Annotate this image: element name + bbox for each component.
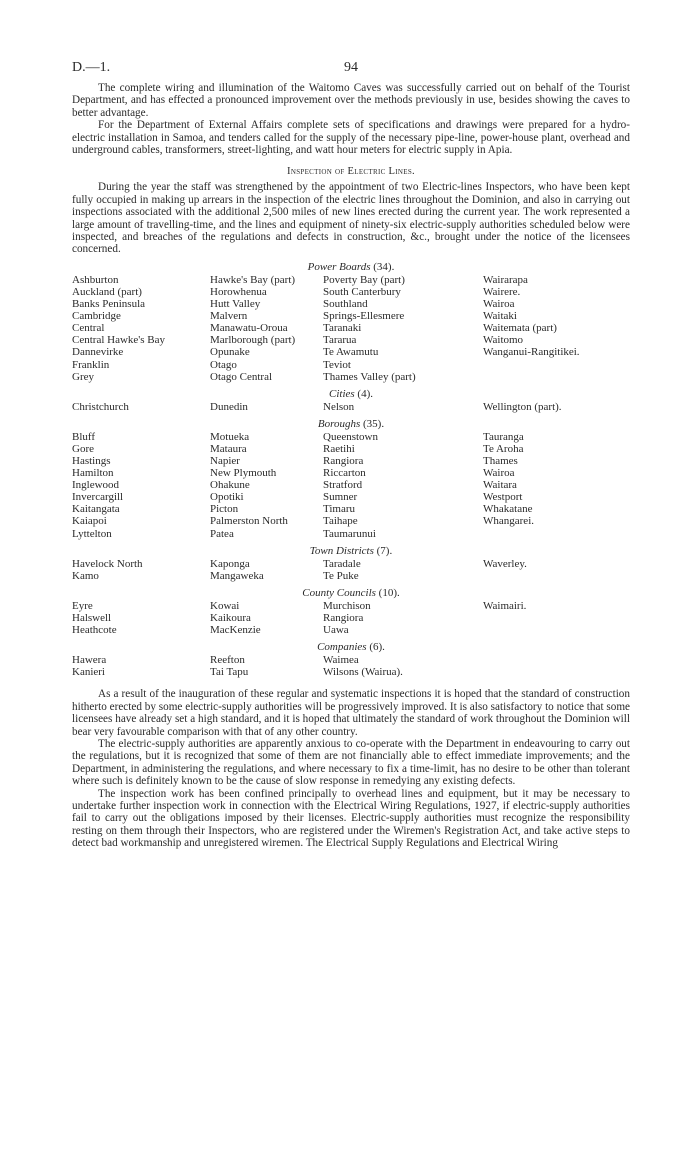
group-columns [72, 401, 630, 413]
authority-name: Whakatane [483, 503, 533, 516]
group-column [323, 600, 483, 636]
group-column [483, 600, 630, 636]
authority-name: Westport [483, 491, 523, 504]
group-column [483, 274, 630, 383]
group-columns [72, 654, 630, 678]
authority-name: Riccarton [323, 467, 366, 480]
group-column [323, 654, 483, 678]
authority-name: New Plymouth [210, 467, 277, 480]
group-count: (4). [357, 387, 373, 400]
authority-name: Manawatu-Oroua [210, 322, 288, 335]
authority-name: Central [72, 322, 105, 335]
authority-name: Cambridge [72, 310, 121, 323]
authority-name: Wanganui-Rangitikei. [483, 346, 580, 359]
authority-name: Waitaki [483, 310, 517, 323]
group-column [483, 431, 630, 540]
authority-name: Wairoa [483, 467, 515, 480]
authority-name: Whangarei. [483, 515, 534, 528]
group-column [72, 654, 210, 678]
authority-name: Wellington (part). [483, 400, 562, 413]
authority-name: Otago [210, 358, 237, 371]
group-title-text: Town Districts [309, 544, 374, 557]
authority-name: Nelson [323, 400, 355, 413]
group-column [72, 558, 210, 582]
authority-name: Taranaki [323, 322, 362, 335]
authority-name: Tai Tapu [210, 666, 249, 679]
authority-name: Waitara [483, 479, 517, 492]
authority-name: Marlborough (part) [210, 334, 296, 347]
group-column [323, 274, 483, 383]
authority-name: Malvern [210, 310, 248, 323]
authority-name: Te Puke [323, 569, 359, 582]
authority-name: Hamilton [72, 467, 114, 480]
intro-paragraph-samoa: For the Department of External Affairs complete sets of specifications and drawings were prepared for a hydro-electric installation in Samoa, and tenders called for the supply of the necessary pipe-line, power-house plant, overhead and underground cables, transformers, street-lighting, and watt hour meters for electric supply in Apia. [72, 119, 630, 157]
authority-name: Waverley. [483, 557, 527, 570]
authority-name: Hastings [72, 455, 111, 467]
group-column [72, 274, 210, 383]
closing-paragraph-results: As a result of the inauguration of these regular and systematic inspections it is hoped that the standard of construction hitherto erected by some electric-supply authorities will be progressively improved. It is also satisfactory to notice that some licensees have already set a high standard, and it is hoped that ultimately the standard of work throughout the Dominion will bear very favourable comparison with that of any other country. [72, 688, 630, 738]
authority-name: Banks Peninsula [72, 298, 146, 311]
authority-name: Rangiora [323, 611, 364, 624]
authority-group [72, 545, 630, 582]
group-title [72, 545, 630, 557]
closing-paragraph-inspection: The inspection work has been confined principally to overhead lines and equipment, but it may be necessary to undertake further inspection work in connection with the Electrical Wiring Regulations, 1927, if electric-supply authorities fail to carry out the obligations imposed by their licenses. Electric-supply authorities must recognize the responsibility resting on them through their Inspectors, who are registered under the Wiremen's Registration Act, and take active steps to detect bad workmanship and unregistered wiremen. The Electrical Supply Regulations and Electrical Wiring [72, 787, 630, 850]
authority-name: Otago Central [210, 370, 273, 383]
authority-name: Mataura [210, 442, 247, 455]
authority-name: Taumarunui [323, 527, 376, 540]
group-title [72, 418, 630, 430]
authority-name: Queenstown [323, 430, 378, 443]
closing-section [72, 688, 630, 849]
authority-name: Raetihi [323, 442, 355, 455]
authority-name: Thames [483, 455, 518, 467]
authority-name: Te Aroha [483, 442, 524, 455]
authority-name: MacKenzie [210, 624, 261, 637]
authority-name: Uawa [323, 624, 349, 637]
group-column [210, 401, 323, 413]
group-column [72, 600, 210, 636]
authority-name: Kaponga [210, 557, 250, 570]
group-column [483, 558, 630, 582]
authority-name: Reefton [210, 654, 245, 667]
authority-name: Hawke's Bay (part) [210, 273, 296, 286]
authority-name: Sumner [323, 491, 358, 504]
authority-name: Teviot [323, 358, 351, 371]
authority-name: Murchison [323, 599, 371, 612]
authority-name: Motueka [210, 430, 250, 443]
authority-name: Poverty Bay (part) [323, 273, 405, 286]
authority-name: Hawera [72, 654, 107, 667]
group-column [72, 401, 210, 413]
group-column [72, 431, 210, 540]
authority-name: Tararua [323, 334, 357, 347]
group-column [483, 654, 630, 678]
group-columns [72, 558, 630, 582]
authority-name: Ohakune [210, 479, 250, 492]
group-title [72, 261, 630, 273]
authority-group [72, 641, 630, 678]
authority-name: Christchurch [72, 400, 129, 413]
authority-name: Thames Valley (part) [323, 370, 416, 383]
authority-name: Napier [210, 455, 240, 467]
group-title-text: Power Boards [307, 260, 371, 273]
authority-name: Havelock North [72, 557, 143, 570]
authority-name: Wairere. [483, 285, 521, 298]
authority-name: Dannevirke [72, 346, 124, 359]
authority-name: Lyttelton [72, 527, 112, 540]
authority-name: Auckland (part) [72, 285, 142, 298]
group-title-text: County Councils [302, 586, 376, 599]
authority-name: Kanieri [72, 666, 105, 679]
group-title [72, 641, 630, 653]
group-count: (35). [363, 417, 385, 430]
authority-group [72, 587, 630, 636]
authority-name: Te Awamutu [323, 346, 379, 359]
closing-paragraph-cooperation: The electric-supply authorities are apparently anxious to co-operate with the Department in endeavouring to carry out the regulations, but it is recognized that some of them are not financially able to effect immediate improvements; and the Department, in administering the regulations, and where necessary to fix a time-limit, has no desire to be other than tolerant where such is definitely known to be the cause of slow response in remedying any existing defects. [72, 737, 630, 788]
authority-name: Waimea [323, 654, 359, 667]
authority-name: Heathcote [72, 624, 117, 637]
intro-paragraph-waitomo: The complete wiring and illumination of the Waitomo Caves was successfully carried out on behalf of the Tourist Department, and has effected a pronounced improvement over the methods previously in use, besides showing the caves to better advantage. [72, 82, 630, 119]
authority-name: Kowai [210, 599, 240, 612]
section-heading: Inspection of Electric Lines. [287, 166, 415, 178]
authority-name: Kaiapoi [72, 515, 107, 528]
authority-name: Dunedin [210, 400, 248, 413]
authority-name: Kaitangata [72, 503, 120, 516]
group-column [210, 600, 323, 636]
group-title-text: Cities [329, 387, 355, 400]
document-page [72, 60, 630, 850]
authority-name: Waitomo [483, 334, 524, 347]
group-columns [72, 274, 630, 383]
group-column [323, 431, 483, 540]
group-column [210, 654, 323, 678]
group-column [210, 558, 323, 582]
authority-name: Wilsons (Wairua). [323, 666, 403, 679]
authority-name: Taradale [323, 557, 361, 570]
group-count: (7). [376, 544, 393, 557]
group-columns [72, 431, 630, 540]
inspection-paragraph: During the year the staff was strengthened by the appointment of two Electric-lines Inspectors, who have been kept fully occupied in making up arrears in the inspection of the electric lines throughout the Dominion, and also in carrying out inspections associated with the additional 2,500 miles of new lines erected during the current year. The work represented a large amount of travelling-time, and the lines and equipment of ninety-six electric-supply authorities scheduled below were inspected, and breaches of the regulations and defects in construction, &c., brought under the notice of the licensees concerned. [72, 181, 630, 256]
authority-name: Central Hawke's Bay [72, 334, 166, 347]
authority-name: Hutt Valley [210, 298, 261, 311]
authority-name: Kaikoura [210, 611, 251, 624]
authority-name: Inglewood [72, 479, 120, 492]
authority-group [72, 418, 630, 540]
authority-group [72, 388, 630, 413]
authority-name: Picton [210, 503, 239, 516]
authority-name: Rangiora [323, 455, 364, 467]
group-column [483, 401, 630, 413]
group-columns [72, 600, 630, 636]
group-column [323, 401, 483, 413]
group-column [210, 274, 323, 383]
authority-name: Timaru [323, 503, 355, 516]
page-header [72, 60, 630, 82]
authority-name: Stratford [323, 479, 363, 492]
group-title [72, 388, 630, 400]
authority-name: Mangaweka [210, 569, 264, 582]
authority-name: Eyre [72, 599, 93, 612]
authority-name: Wairoa [483, 298, 515, 311]
authority-name: Halswell [72, 611, 112, 624]
group-count: (34). [373, 260, 395, 273]
authority-name: Invercargill [72, 491, 124, 504]
authority-name: South Canterbury [323, 285, 401, 298]
authority-name: Franklin [72, 358, 110, 371]
authority-name: Gore [72, 442, 94, 455]
authority-name: Springs-Ellesmere [323, 310, 405, 323]
authority-name: Wairarapa [483, 273, 528, 286]
authority-name: Southland [323, 298, 368, 311]
group-title-text: Companies [317, 641, 367, 654]
authority-name: Waitemata (part) [483, 322, 557, 335]
page-number: 94 [344, 60, 358, 75]
authority-name: Ashburton [72, 273, 119, 286]
authority-name: Palmerston North [210, 515, 288, 528]
document-reference: D.—1. [72, 60, 111, 75]
authority-groups [72, 261, 630, 678]
authority-name: Patea [210, 527, 234, 540]
group-title [72, 587, 630, 599]
authority-name: Taihape [323, 515, 358, 528]
group-count: (6). [369, 641, 385, 654]
authority-name: Opunake [210, 346, 250, 359]
authority-name: Grey [72, 370, 94, 383]
authority-name: Tauranga [483, 430, 524, 443]
group-column [323, 558, 483, 582]
authority-name: Horowhenua [210, 285, 267, 298]
group-column [210, 431, 323, 540]
authority-group [72, 261, 630, 383]
group-count: (10). [378, 586, 400, 599]
authority-name: Bluff [72, 430, 96, 443]
authority-name: Kamo [72, 569, 99, 582]
group-title-text: Boroughs [317, 417, 361, 430]
authority-name: Opotiki [210, 491, 244, 504]
authority-name: Waimairi. [483, 599, 527, 612]
